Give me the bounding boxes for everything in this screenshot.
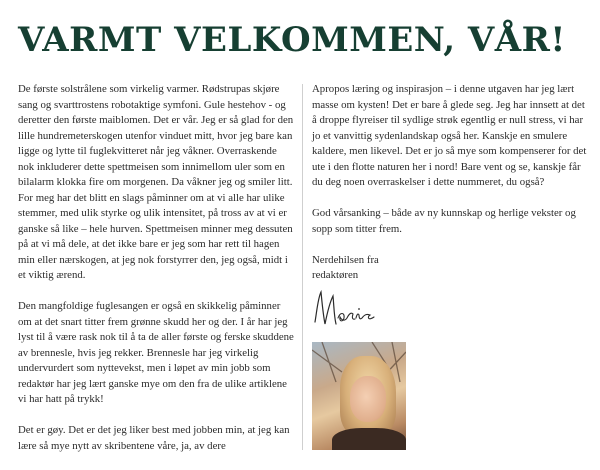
- signoff-greeting: Nerdehilsen fra: [312, 253, 379, 266]
- column-divider: [302, 84, 303, 450]
- paragraph: De første solstrålene som virkelig varmer. Rødstrupas skjøre sang og svarttrostens robotaktige symfoni. Gule hestehov - og deretter den første maiblomen. Det er vår. Jeg er så glad for den lille hundremeterskogen utenfor vinduet mitt, hvor jeg bare kan ligge og lytte til fuglekvitteret når jeg våkner. Overraskende nok inkluderer dette spettmeisen som innimellom uler som en bilalarm klokka fire om morgenen. Da våkner jeg og smiler litt. For meg har det blitt en slags påminner om at vi alle har ulike stemmer, med ulik styrke og ulik intensitet, på tross av at vi er ganske så like – hele hurven. Spettmeisen minner meg dessuten på at vi må dele, at det ikke bare er jeg som har rett til hagen min eller nærskogen, at jeg nok forstyrrer den, jeg også, midt i et viktig ærend.: [18, 83, 294, 281]
- paragraph: Det er gøy. Det er det jeg liker best med jobben min, at jeg kan lære så mye nytt av skribentene våre, ja, av dere: [18, 424, 290, 452]
- editorial-right-column: [312, 82, 588, 284]
- page-title: VARMT VELKOMMEN, VÅR!: [18, 20, 566, 60]
- editorial-left-column: [18, 82, 294, 470]
- editor-signature: [312, 288, 382, 332]
- signoff: [312, 253, 588, 284]
- paragraph: Apropos læring og inspirasjon – i denne utgaven har jeg lært masse om kysten! Det er bare å glede seg. Jeg har innsett at det å droppe flyreiser til sydlige strøk egentlig er null stress, vi har jo et vanvittig sydenlandskap også her. Kanskje en smulere kaldere, men likevel. Det er jo så mye som kompenserer for det ute i den flotte naturen her i nord! Bare vent og se, kanskje får du deg noen overraskelser i dette nummeret, du også?: [312, 83, 587, 188]
- signoff-role: redaktøren: [312, 269, 359, 281]
- editor-portrait-photo: [312, 342, 406, 450]
- paragraph: Den mangfoldige fuglesangen er også en skikkelig påminner om at det snart titter frem grønne skudd her og der. I år har jeg lyst til å være rask nok til å ta de aller første og ferske skuddene av brennesle, hvis jeg rekker. Brennesle har jeg virkelig undervurdert som nyttevekst, men i løpet av min jobb som redaktør har jeg lært ganske mye om den fra de ulike artiklene vi har hatt på trykk!: [18, 300, 294, 405]
- paragraph: God vårsanking – både av ny kunnskap og herlige vekster og sopp som titter frem.: [312, 207, 576, 235]
